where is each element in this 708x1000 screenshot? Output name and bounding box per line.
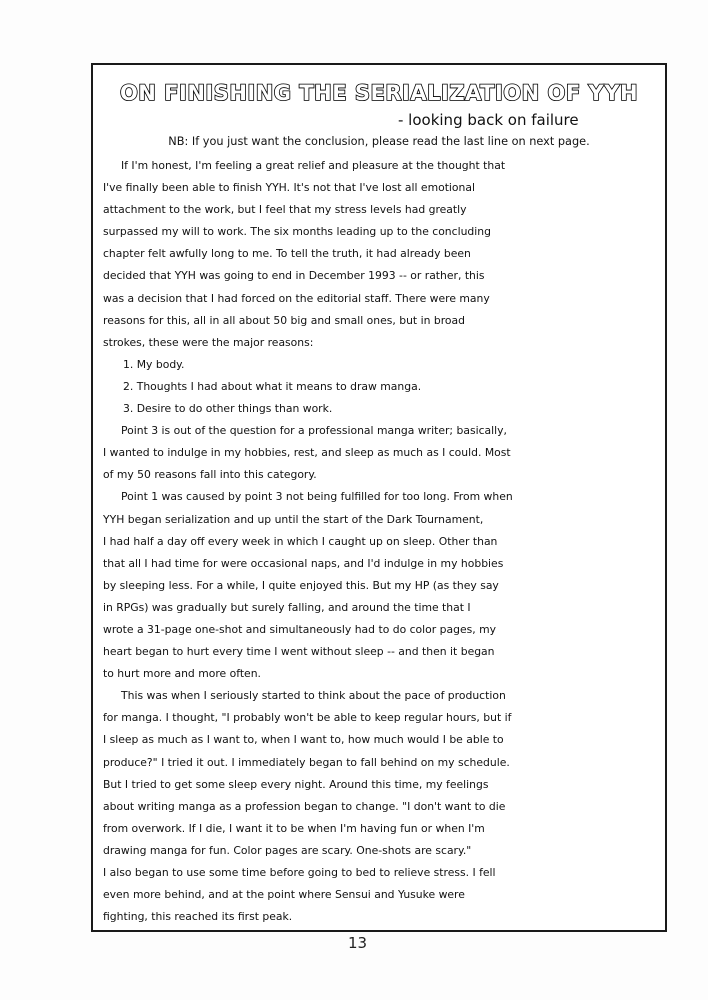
body-line: I had half a day off every week in which I caught up on sleep. Other than [103, 534, 498, 548]
body-line: even more behind, and at the point where Sensui and Yusuke were [103, 888, 465, 902]
body-line: was a decision that I had forced on the editorial staff. There were many [103, 291, 490, 305]
page-number: 13 [348, 934, 368, 952]
reader-note: NB: If you just want the conclusion, please read the last line on next page. [168, 135, 590, 148]
text-panel-frame [91, 63, 667, 932]
body-line: fighting, this reached its first peak. [103, 910, 293, 924]
body-line: reasons for this, all in all about 50 big and small ones, but in broad [103, 313, 465, 327]
body-line: This was when I seriously started to think about the pace of production [121, 689, 506, 703]
body-line: But I tried to get some sleep every night. Around this time, my feelings [103, 777, 489, 791]
body-line: about writing manga as a profession began to change. "I don't want to die [103, 799, 506, 813]
body-line: Point 3 is out of the question for a professional manga writer; basically, [121, 424, 507, 438]
list-item: 3. Desire to do other things than work. [123, 402, 333, 416]
body-text [103, 155, 665, 928]
body-line: drawing manga for fun. Color pages are scary. One-shots are scary." [103, 843, 472, 857]
body-line: I sleep as much as I want to, when I want to, how much would I be able to [103, 733, 504, 747]
body-line: If I'm honest, I'm feeling a great relief and pleasure at the thought that [121, 159, 506, 172]
body-line: that all I had time for were occasional naps, and I'd indulge in my hobbies [103, 556, 504, 570]
page-subtitle: - looking back on failure [398, 111, 579, 129]
body-line: I wanted to indulge in my hobbies, rest, and sleep as much as I could. Most [103, 446, 511, 460]
body-line: Point 1 was caused by point 3 not being fulfilled for too long. From when [121, 490, 513, 504]
body-line: wrote a 31-page one-shot and simultaneously had to do color pages, my [103, 622, 497, 636]
body-line: strokes, these were the major reasons: [103, 335, 314, 349]
body-line: from overwork. If I die, I want it to be when I'm having fun or when I'm [103, 821, 485, 835]
list-item: 1. My body. [123, 357, 185, 371]
body-line: YYH began serialization and up until the start of the Dark Tournament, [103, 512, 484, 526]
list-item: 2. Thoughts I had about what it means to draw manga. [123, 379, 422, 393]
body-line: to hurt more and more often. [103, 667, 261, 681]
body-line: for manga. I thought, "I probably won't be able to keep regular hours, but if [103, 711, 512, 725]
body-line: chapter felt awfully long to me. To tell the truth, it had already been [103, 247, 471, 261]
body-line: in RPGs) was gradually but surely falling, and around the time that I [103, 600, 471, 614]
body-line: I also began to use some time before going to bed to relieve stress. I fell [103, 866, 496, 879]
body-line: heart began to hurt every time I went without sleep -- and then it began [103, 645, 495, 659]
body-line: by sleeping less. For a while, I quite enjoyed this. But my HP (as they say [103, 578, 499, 592]
body-line: of my 50 reasons fall into this category. [103, 468, 317, 482]
body-line: decided that YYH was going to end in December 1993 -- or rather, this [103, 269, 485, 283]
body-line: attachment to the work, but I feel that my stress levels had greatly [103, 203, 467, 217]
page-title: ON FINISHING THE SERIALIZATION OF YYH [119, 81, 639, 105]
body-line: I've finally been able to finish YYH. It's not that I've lost all emotional [103, 181, 475, 195]
body-line: produce?" I tried it out. I immediately began to fall behind on my schedule. [103, 755, 510, 769]
body-line: surpassed my will to work. The six months leading up to the concluding [103, 225, 491, 239]
